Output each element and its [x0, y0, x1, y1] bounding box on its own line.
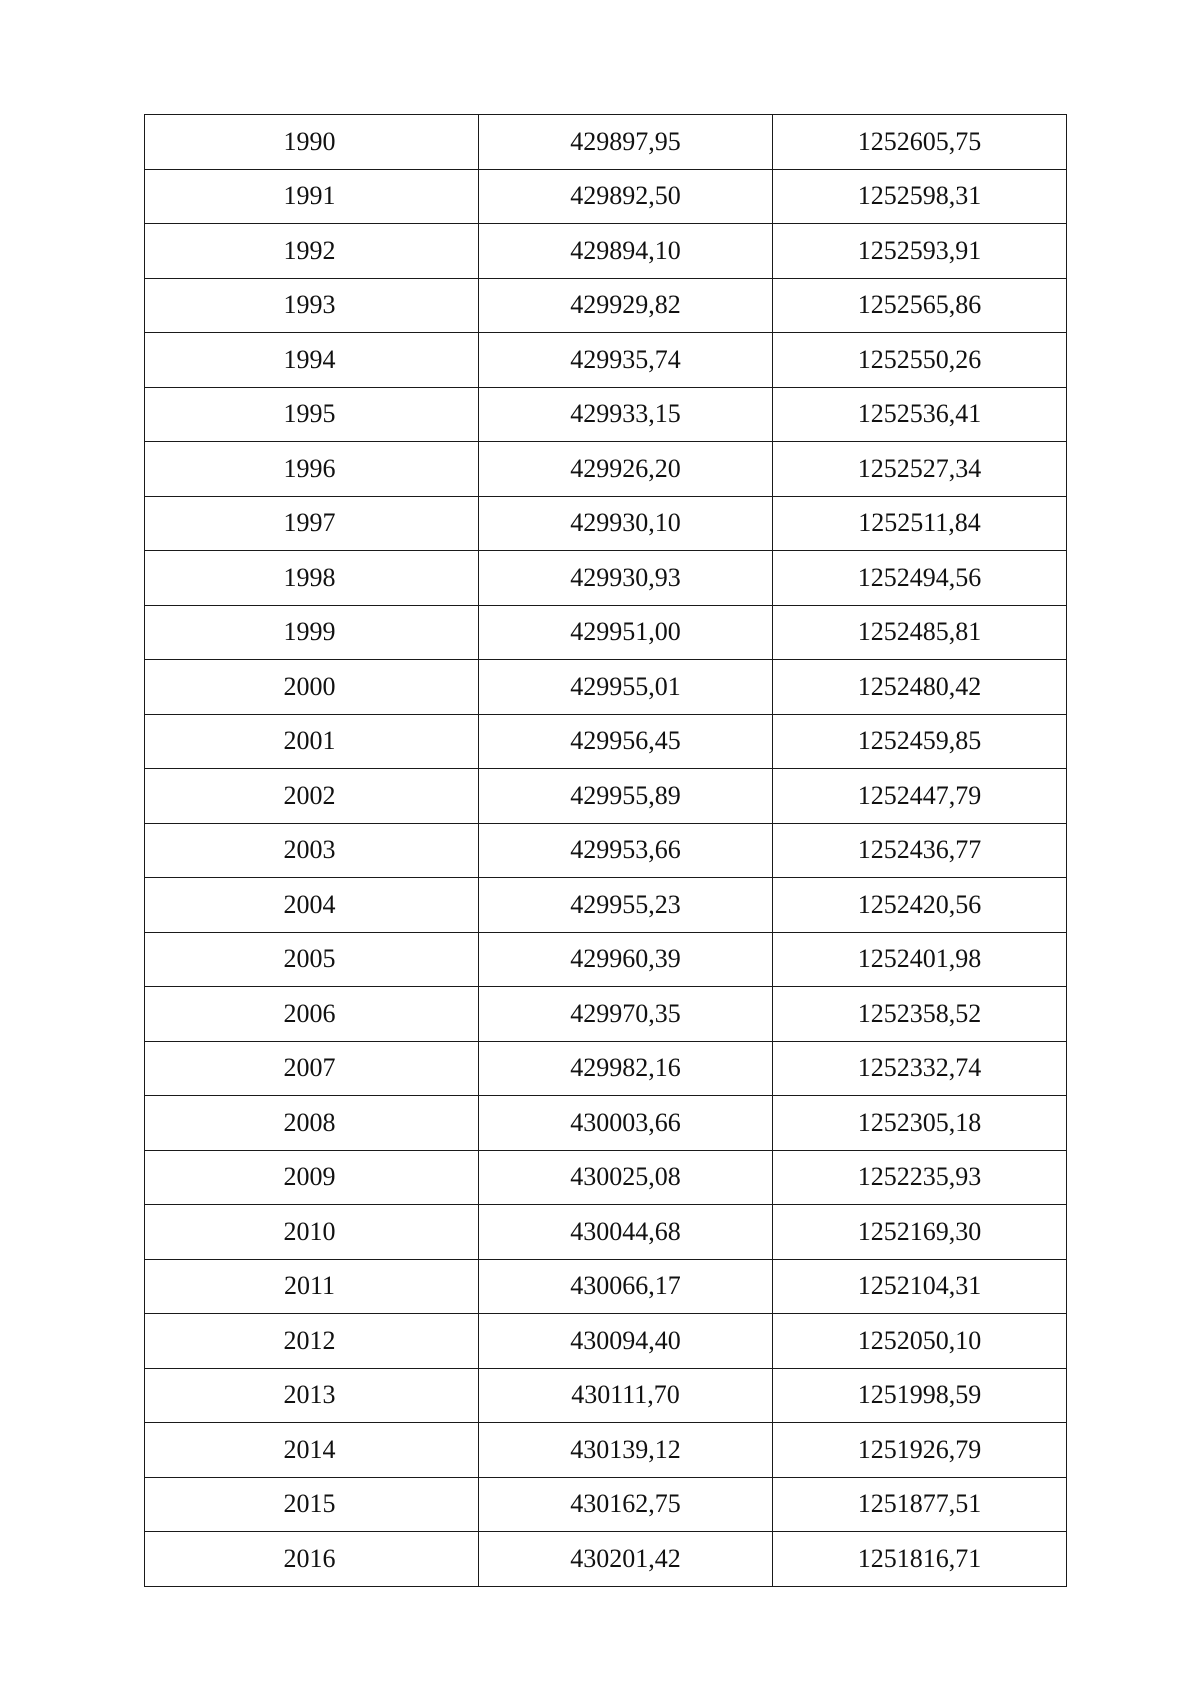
y-value-cell: 1252536,41 [773, 387, 1067, 442]
year-cell: 2000 [145, 660, 479, 715]
x-value-cell: 429894,10 [479, 224, 773, 279]
y-value-cell: 1252305,18 [773, 1096, 1067, 1151]
table-row [145, 1368, 1067, 1423]
table-row [145, 224, 1067, 279]
y-value-cell: 1251998,59 [773, 1368, 1067, 1423]
table-row [145, 387, 1067, 442]
y-value-cell: 1252447,79 [773, 769, 1067, 824]
x-value-cell: 429970,35 [479, 987, 773, 1042]
x-value-cell: 430094,40 [479, 1314, 773, 1369]
year-cell: 2015 [145, 1477, 479, 1532]
table-row [145, 169, 1067, 224]
y-value-cell: 1252598,31 [773, 169, 1067, 224]
table-row [145, 1096, 1067, 1151]
x-value-cell: 429930,93 [479, 551, 773, 606]
x-value-cell: 429897,95 [479, 115, 773, 170]
y-value-cell: 1252332,74 [773, 1041, 1067, 1096]
year-cell: 1991 [145, 169, 479, 224]
x-value-cell: 429930,10 [479, 496, 773, 551]
table-row [145, 442, 1067, 497]
table-row [145, 714, 1067, 769]
table-row [145, 1041, 1067, 1096]
x-value-cell: 430201,42 [479, 1532, 773, 1587]
table-row [145, 551, 1067, 606]
table-row [145, 1259, 1067, 1314]
y-value-cell: 1252605,75 [773, 115, 1067, 170]
table-row [145, 878, 1067, 933]
year-cell: 1997 [145, 496, 479, 551]
table-row [145, 1314, 1067, 1369]
y-value-cell: 1252480,42 [773, 660, 1067, 715]
year-cell: 1990 [145, 115, 479, 170]
y-value-cell: 1252494,56 [773, 551, 1067, 606]
table-row [145, 1477, 1067, 1532]
table-row [145, 605, 1067, 660]
year-cell: 2013 [145, 1368, 479, 1423]
y-value-cell: 1251816,71 [773, 1532, 1067, 1587]
y-value-cell: 1252485,81 [773, 605, 1067, 660]
x-value-cell: 430162,75 [479, 1477, 773, 1532]
year-cell: 1996 [145, 442, 479, 497]
year-cell: 2001 [145, 714, 479, 769]
year-cell: 2009 [145, 1150, 479, 1205]
table-row [145, 769, 1067, 824]
table-row [145, 1205, 1067, 1260]
y-value-cell: 1252401,98 [773, 932, 1067, 987]
year-cell: 2012 [145, 1314, 479, 1369]
x-value-cell: 429955,23 [479, 878, 773, 933]
x-value-cell: 429933,15 [479, 387, 773, 442]
y-value-cell: 1252235,93 [773, 1150, 1067, 1205]
year-cell: 1999 [145, 605, 479, 660]
table-row [145, 333, 1067, 388]
x-value-cell: 429892,50 [479, 169, 773, 224]
y-value-cell: 1252550,26 [773, 333, 1067, 388]
year-cell: 1995 [145, 387, 479, 442]
year-cell: 2016 [145, 1532, 479, 1587]
y-value-cell: 1252593,91 [773, 224, 1067, 279]
y-value-cell: 1252459,85 [773, 714, 1067, 769]
year-cell: 2011 [145, 1259, 479, 1314]
x-value-cell: 429951,00 [479, 605, 773, 660]
y-value-cell: 1252358,52 [773, 987, 1067, 1042]
table-row [145, 1150, 1067, 1205]
x-value-cell: 429955,89 [479, 769, 773, 824]
year-cell: 2006 [145, 987, 479, 1042]
year-cell: 2003 [145, 823, 479, 878]
x-value-cell: 430111,70 [479, 1368, 773, 1423]
y-value-cell: 1252050,10 [773, 1314, 1067, 1369]
table-row [145, 1532, 1067, 1587]
table-row [145, 496, 1067, 551]
x-value-cell: 429953,66 [479, 823, 773, 878]
table-row [145, 278, 1067, 333]
year-cell: 1992 [145, 224, 479, 279]
y-value-cell: 1252565,86 [773, 278, 1067, 333]
table-row [145, 987, 1067, 1042]
year-cell: 1993 [145, 278, 479, 333]
x-value-cell: 429982,16 [479, 1041, 773, 1096]
table-row [145, 823, 1067, 878]
table-row [145, 115, 1067, 170]
year-cell: 2008 [145, 1096, 479, 1151]
y-value-cell: 1252436,77 [773, 823, 1067, 878]
y-value-cell: 1251926,79 [773, 1423, 1067, 1478]
year-cell: 2004 [145, 878, 479, 933]
table-row [145, 1423, 1067, 1478]
y-value-cell: 1252169,30 [773, 1205, 1067, 1260]
y-value-cell: 1252420,56 [773, 878, 1067, 933]
year-cell: 2002 [145, 769, 479, 824]
y-value-cell: 1252104,31 [773, 1259, 1067, 1314]
x-value-cell: 429956,45 [479, 714, 773, 769]
x-value-cell: 429926,20 [479, 442, 773, 497]
x-value-cell: 429929,82 [479, 278, 773, 333]
x-value-cell: 429955,01 [479, 660, 773, 715]
year-cell: 2005 [145, 932, 479, 987]
table-body [145, 115, 1067, 1587]
year-cell: 1998 [145, 551, 479, 606]
year-cell: 2014 [145, 1423, 479, 1478]
y-value-cell: 1251877,51 [773, 1477, 1067, 1532]
x-value-cell: 430044,68 [479, 1205, 773, 1260]
x-value-cell: 430025,08 [479, 1150, 773, 1205]
y-value-cell: 1252511,84 [773, 496, 1067, 551]
x-value-cell: 429935,74 [479, 333, 773, 388]
y-value-cell: 1252527,34 [773, 442, 1067, 497]
table-row [145, 660, 1067, 715]
x-value-cell: 430139,12 [479, 1423, 773, 1478]
x-value-cell: 430066,17 [479, 1259, 773, 1314]
year-cell: 1994 [145, 333, 479, 388]
coordinates-table [144, 114, 1067, 1587]
x-value-cell: 429960,39 [479, 932, 773, 987]
year-cell: 2010 [145, 1205, 479, 1260]
table-row [145, 932, 1067, 987]
year-cell: 2007 [145, 1041, 479, 1096]
x-value-cell: 430003,66 [479, 1096, 773, 1151]
